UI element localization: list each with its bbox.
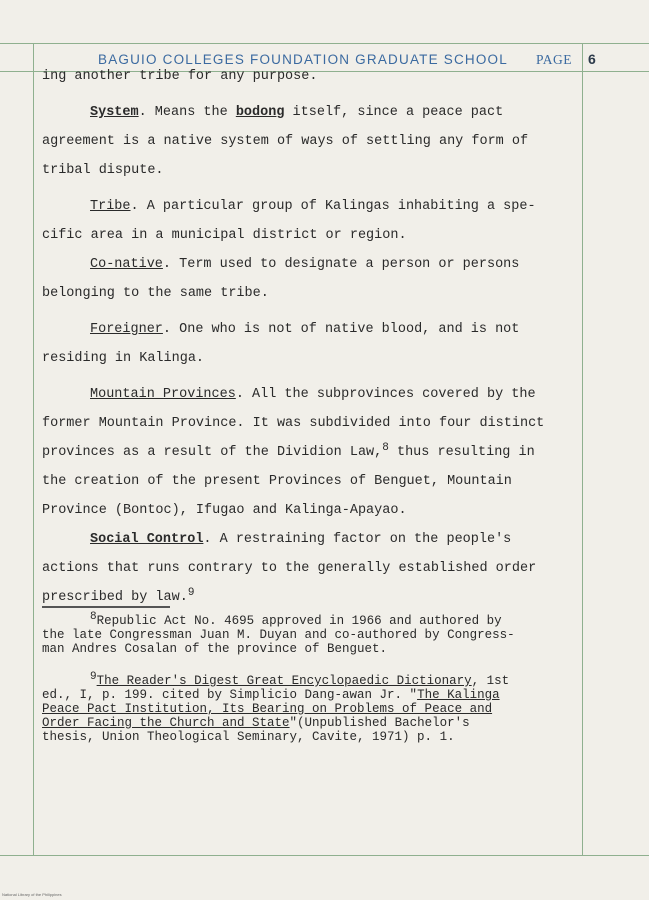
definition-foreigner: Foreigner. One who is not of native blood, and is not [90,322,520,337]
continuation-line: ing another tribe for any purpose. [42,69,318,84]
body-text: ing another tribe for any purpose. System. Means the bodong itself, since a peace pact agreement is a native system of ways of settling any form of tribal dispute. Tribe. A particular group of Kalingas inhabiting a spe- cific area in a municipal district or region. Co-native. Term used to designate a person or persons belonging to the same tribe. Foreigner. One who is not of native blood, and is not residing in Kalinga. Mountain Provinces. All the subprovinces covered by the former Mountain Province. It was subdivided into four distinct provinces as a result of the Dividion Law,$^8$ thus resulting in the creation of the present Provinces of Benguet, Mountain Province (Bontoc), Ifugao and Kalinga-Apayao. Social Control. A restraining factor on the people's actions that runs contrary to the generally established order prescribed by law.$^9$ [42,66,587,609]
library-watermark: National Library of the Philippines [2,892,62,897]
top-margin-line [0,43,649,44]
footnote-rule [42,606,170,608]
page-label: PAGE [536,52,573,67]
footnote-9: $^9$The Reader's Digest Great Encyclopaedic Dictionary, 1st ed., I, p. 199. cited by Simplicio Dang-awan Jr. "The Kalinga Peace Pact Institution, Its Bearing on Problems of Peace and Order Facing the Church and State"(Unpublished Bachelor's thesis, Union Theological Seminary, Cavite, 1971) p. 1. [42,671,510,744]
term-mountain-provinces: Mountain Provinces [90,387,236,402]
definition-tribe: Tribe. A particular group of Kalingas inhabiting a spe- [90,199,536,214]
footnote-mark-8: 8 [90,611,97,623]
definition-mountain-provinces: Mountain Provinces. All the subprovinces covered by the [90,387,536,402]
term-system: System [90,105,139,120]
footnote-8: $^8$Republic Act No. 4695 approved in 1966 and authored by the late Congressman Juan M. Duyan and co-authored by Congress- man Andres Cosalan of the province of Benguet. [42,611,515,656]
term-tribe: Tribe [90,199,131,214]
term-social-control: Social Control [90,532,204,547]
definition-social-control: Social Control. A restraining factor on the people's [90,532,512,547]
footnote-mark-9: 9 [90,671,97,683]
left-margin-line [33,43,34,855]
definition-co-native: Co-native. Term used to designate a person or persons [90,257,520,272]
term-bodong: bodong [235,105,285,120]
header-title: BAGUIO COLLEGES FOUNDATION GRADUATE SCHOOL [98,52,508,67]
definition-system: System. Means the bodong itself, since a peace pact [90,105,504,120]
bottom-margin-line [0,855,649,856]
term-foreigner: Foreigner [90,322,163,337]
footnote-ref-8: 8 [382,442,389,454]
term-co-native: Co-native [90,257,163,272]
page-number: 6 [588,51,597,67]
footnote-ref-9: 9 [187,587,195,599]
page-header [98,52,618,67]
